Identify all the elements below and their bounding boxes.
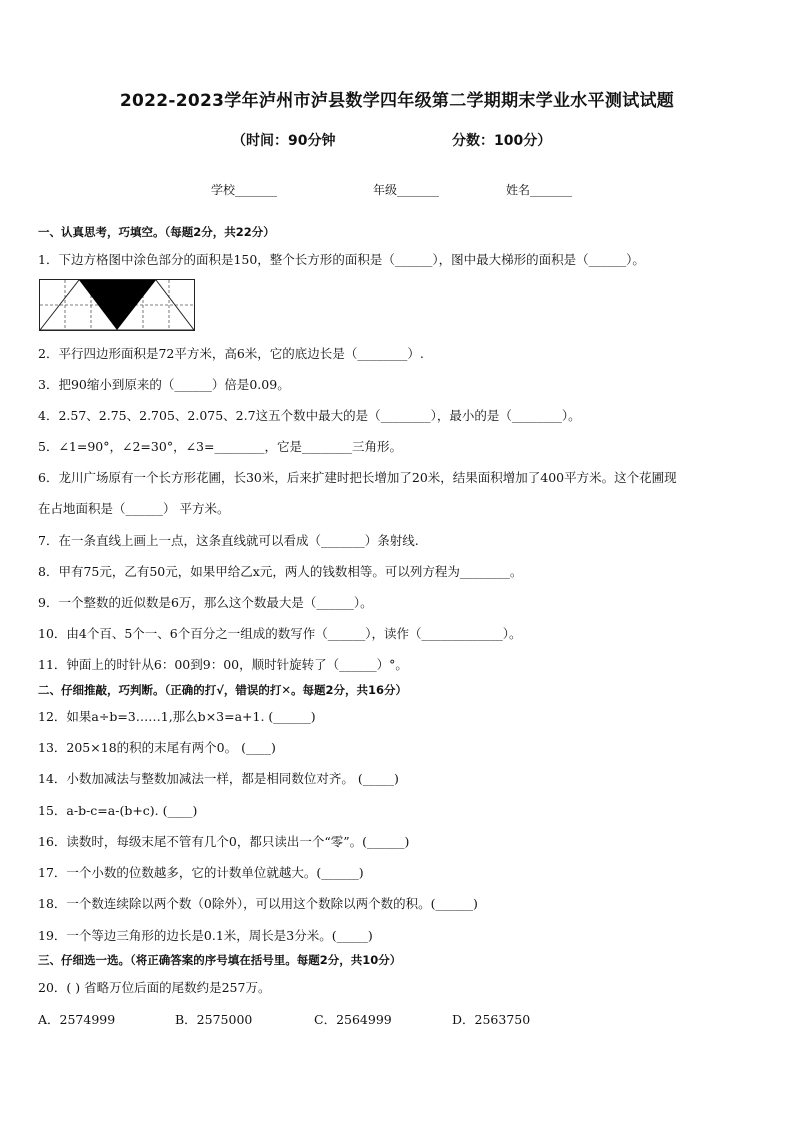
grid-trapezoid-figure — [39, 279, 196, 332]
question-6-line-2: 在占地面积是（______） 平方米。 — [38, 501, 230, 516]
exam-time: （时间：90分钟 — [232, 133, 336, 149]
question-2: 2．平行四边形面积是72平方米，高6米，它的底边长是（________）. — [38, 346, 424, 361]
question-18: 18．一个数连续除以两个数（0除外），可以用这个数除以两个数的积。(______) — [38, 896, 478, 911]
question-6-line-1: 6．龙川广场原有一个长方形花圃，长30米，后来扩建时把长增加了20米，结果面积增加了400平方米。这个花圃现 — [38, 470, 677, 485]
option-b: B．2575000 — [175, 1012, 253, 1027]
question-3: 3．把90缩小到原来的（______）倍是0.09。 — [38, 377, 290, 392]
school-field: 学校_______ — [211, 183, 278, 197]
question-4: 4．2.57、2.75、2.705、2.075、2.7这五个数中最大的是（________），最小的是（________）。 — [38, 408, 581, 423]
question-12: 12．如果a÷b=3……1,那么b×3=a+1. (______) — [38, 709, 316, 724]
question-11: 11．钟面上的时针从6：00到9：00，顺时针旋转了（______）°。 — [38, 657, 408, 672]
question-9: 9．一个整数的近似数是6万，那么这个数最大是（______）。 — [38, 595, 373, 610]
exam-score: 分数：100分） — [452, 133, 552, 149]
question-10: 10．由4个百、5个一、6个百分之一组成的数写作（______），读作（_____________）。 — [38, 626, 522, 641]
question-7: 7．在一条直线上画上一点，这条直线就可以看成（_______）条射线. — [38, 533, 419, 548]
option-c: C．2564999 — [314, 1012, 392, 1027]
question-13: 13．205×18的积的末尾有两个0。 (____) — [38, 740, 276, 755]
option-a: A．2574999 — [38, 1012, 116, 1027]
question-15: 15．a-b-c=a-(b+c). (____) — [38, 803, 198, 818]
section-3-heading: 三、仔细选一选。（将正确答案的序号填在括号里。每题2分，共10分） — [38, 953, 402, 967]
grade-field: 年级_______ — [373, 183, 440, 197]
name-field: 姓名_______ — [506, 183, 573, 197]
question-1: 1．下边方格图中涂色部分的面积是150，整个长方形的面积是（______），图中最大梯形的面积是（______）。 — [38, 252, 645, 267]
question-5: 5．∠1=90°，∠2=30°，∠3=________，它是________三角形。 — [38, 439, 402, 454]
section-2-heading: 二、仔细推敲，巧判断。（正确的打√，错误的打✕。每题2分，共16分） — [38, 683, 408, 697]
section-1-heading: 一、认真思考，巧填空。（每题2分，共22分） — [38, 225, 275, 239]
question-19: 19．一个等边三角形的边长是0.1米，周长是3分米。(_____) — [38, 928, 373, 943]
question-14: 14．小数加减法与整数加减法一样，都是相同数位对齐。 (_____) — [38, 771, 399, 786]
option-d: D．2563750 — [452, 1012, 531, 1027]
page-title: 2022-2023学年泸州市泸县数学四年级第二学期期末学业水平测试试题 — [119, 91, 675, 111]
question-17: 17．一个小数的位数越多，它的计数单位就越大。(______) — [38, 865, 364, 880]
question-20: 20．( ) 省略万位后面的尾数约是257万。 — [38, 980, 271, 995]
question-8: 8．甲有75元，乙有50元，如果甲给乙x元，两人的钱数相等。可以列方程为________。 — [38, 564, 523, 579]
question-16: 16．读数时，每级末尾不管有几个0，都只读出一个“零”。(______) — [38, 834, 410, 849]
